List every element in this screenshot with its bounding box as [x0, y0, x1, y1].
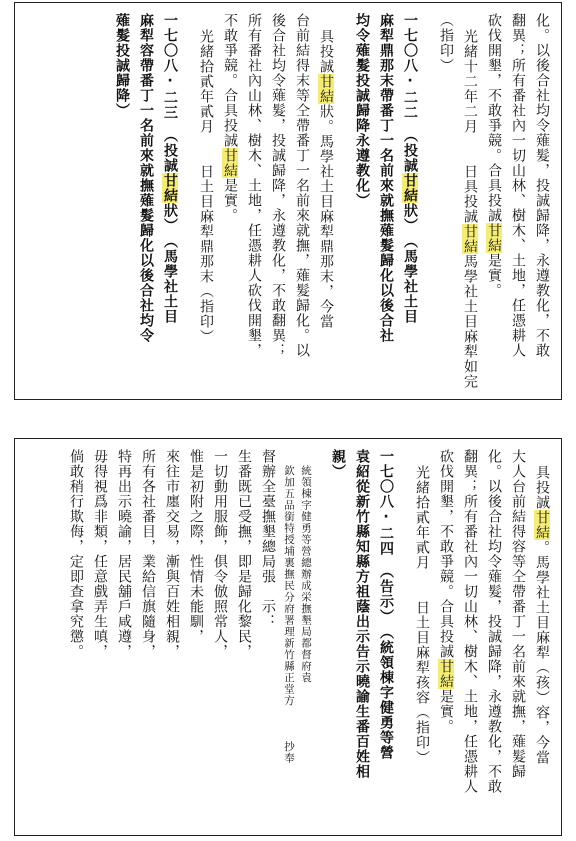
- text-column: 大人台前結得容等仝帶番丁一名前來就撫，薙髮歸: [510, 449, 526, 779]
- text-segment: 馬學社土目麻犁如完: [462, 254, 478, 389]
- entry-heading-line: [159, 13, 181, 391]
- text-segment: 一七〇八‧二二 （投誠: [402, 13, 418, 173]
- text-column: 所有各社番目，業給信旗隨身，: [140, 449, 156, 659]
- entry-heading-line: 親）: [330, 449, 346, 479]
- text-segment: 。馬學社土目麻犁（孩）容，今當: [534, 540, 550, 765]
- column-spacer: [339, 13, 349, 391]
- text-column: [219, 13, 241, 391]
- text-column: [459, 13, 481, 400]
- text-column: 化。以後合社均令薙髮，投誠歸降，永遵教化，不敢: [486, 449, 502, 794]
- text-segment: 砍伐開墾，不敢爭競。合具投誠: [438, 449, 454, 659]
- highlighted-term: 甘結: [534, 510, 550, 540]
- text-column: 化。以後合社均令薙髮，投誠歸降，永遵教化，不敢: [534, 13, 550, 358]
- text-column: 倘敢稍行欺侮，定即查拿究懲。: [68, 449, 84, 659]
- entry-heading-line: [399, 13, 421, 391]
- text-column: 惟是初附之際，性情未能馴，: [188, 449, 204, 644]
- column-spacer: [315, 449, 325, 827]
- text-segment: 狀） （馬學社土目: [162, 203, 178, 324]
- text-segment: 一七〇八‧二三 （投誠: [162, 13, 178, 173]
- text-segment: 具投誠: [534, 465, 550, 510]
- text-column: [315, 13, 337, 400]
- highlighted-term: 甘結: [462, 224, 478, 254]
- highlighted-term: 甘結: [402, 173, 418, 203]
- text-segment: 砍伐開墾，不敢爭競。合具投誠: [486, 13, 502, 223]
- document-page-top: [14, 2, 562, 400]
- text-column: 生番既已受撫，即是歸化黎民，: [236, 449, 252, 659]
- text-column: 後合社均令薙髮，投誠歸降，永遵教化，不敢翻異；: [270, 13, 286, 358]
- highlighted-term: 甘結: [162, 173, 178, 203]
- entry-heading-line: 均令薙髮投誠歸降永遵教化）: [354, 13, 370, 208]
- text-segment: 不敢爭競。合具投誠: [222, 13, 238, 148]
- document-page-bottom: [14, 438, 562, 836]
- text-column: 欽加五品銜特授埔裏撫民分府署理新竹縣正堂方 抄奉: [283, 465, 295, 764]
- entry-heading-line: 袁紹從新竹縣知縣方祖蔭出示告示曉諭生番百姓相: [354, 449, 370, 779]
- text-column: 特再出示曉諭，居民舖戶咸遵，: [116, 449, 132, 659]
- entry-heading-line: 麻犁容帶番丁一名前來就撫薙髮歸化以後合社均令: [138, 13, 154, 343]
- entry-heading-line: 麻犁鼎那末帶番丁一名前來就撫薙髮歸化以後合社: [378, 13, 394, 343]
- text-column: [531, 449, 553, 836]
- text-column: （指印）: [438, 13, 454, 73]
- entry-heading-line: 一七〇八‧二四 （告示） （統領棟字健勇等營: [378, 449, 394, 760]
- text-column: 光緒拾貳年貳月 日土目麻犁鼎那末（指印）: [198, 29, 214, 344]
- text-column: 所有番社內山林、樹木、土地，任憑耕人砍伐開墾，: [246, 13, 262, 358]
- highlighted-term: 甘結: [486, 223, 502, 253]
- text-segment: 是實。: [438, 689, 454, 734]
- text-column: 一切動用服飾，俱令倣照常人，: [212, 449, 228, 659]
- text-segment: 具投誠: [318, 29, 334, 74]
- text-column: 督辦全臺撫墾總局張 示：: [260, 449, 276, 629]
- text-segment: 光緒十二年二月 日具投誠: [462, 29, 478, 224]
- text-segment: 狀。馬學社土目麻犁鼎那末，今當: [318, 104, 334, 329]
- highlighted-term: 甘結: [222, 148, 238, 178]
- text-column: [435, 449, 457, 827]
- column-spacer: [183, 13, 193, 391]
- column-container: [23, 13, 553, 391]
- text-column: 台前結得末等仝帶番丁一名前來就撫，薙髮歸化。以: [294, 13, 310, 358]
- text-column: 翻異；所有番社內一切山林、樹木、土地，任憑耕人: [510, 13, 526, 358]
- column-spacer: [423, 13, 433, 391]
- text-column: 毋得視爲非類，任意戲弄生嗔，: [92, 449, 108, 659]
- column-container: [23, 449, 553, 827]
- text-column: 光緒拾貳年貳月 日土目麻犁孩容（指印）: [414, 465, 430, 765]
- highlighted-term: 甘結: [318, 74, 334, 104]
- entry-heading-line: 薙髮投誠歸降）: [114, 13, 130, 118]
- text-column: 來往市廛交易，漸與百姓相親，: [164, 449, 180, 659]
- text-column: 統領棟字健勇等營總辦成栄撫墾局都督府袁: [300, 465, 312, 684]
- text-segment: 是實。: [222, 178, 238, 223]
- text-column: [483, 13, 505, 391]
- text-segment: 是實。: [486, 253, 502, 298]
- text-segment: 狀） （馬學社土目: [402, 203, 418, 324]
- highlighted-term: 甘結: [438, 659, 454, 689]
- text-column: 翻異；所有番社內一切山林、樹木、土地，任憑耕人: [462, 449, 478, 794]
- column-spacer: [399, 449, 409, 827]
